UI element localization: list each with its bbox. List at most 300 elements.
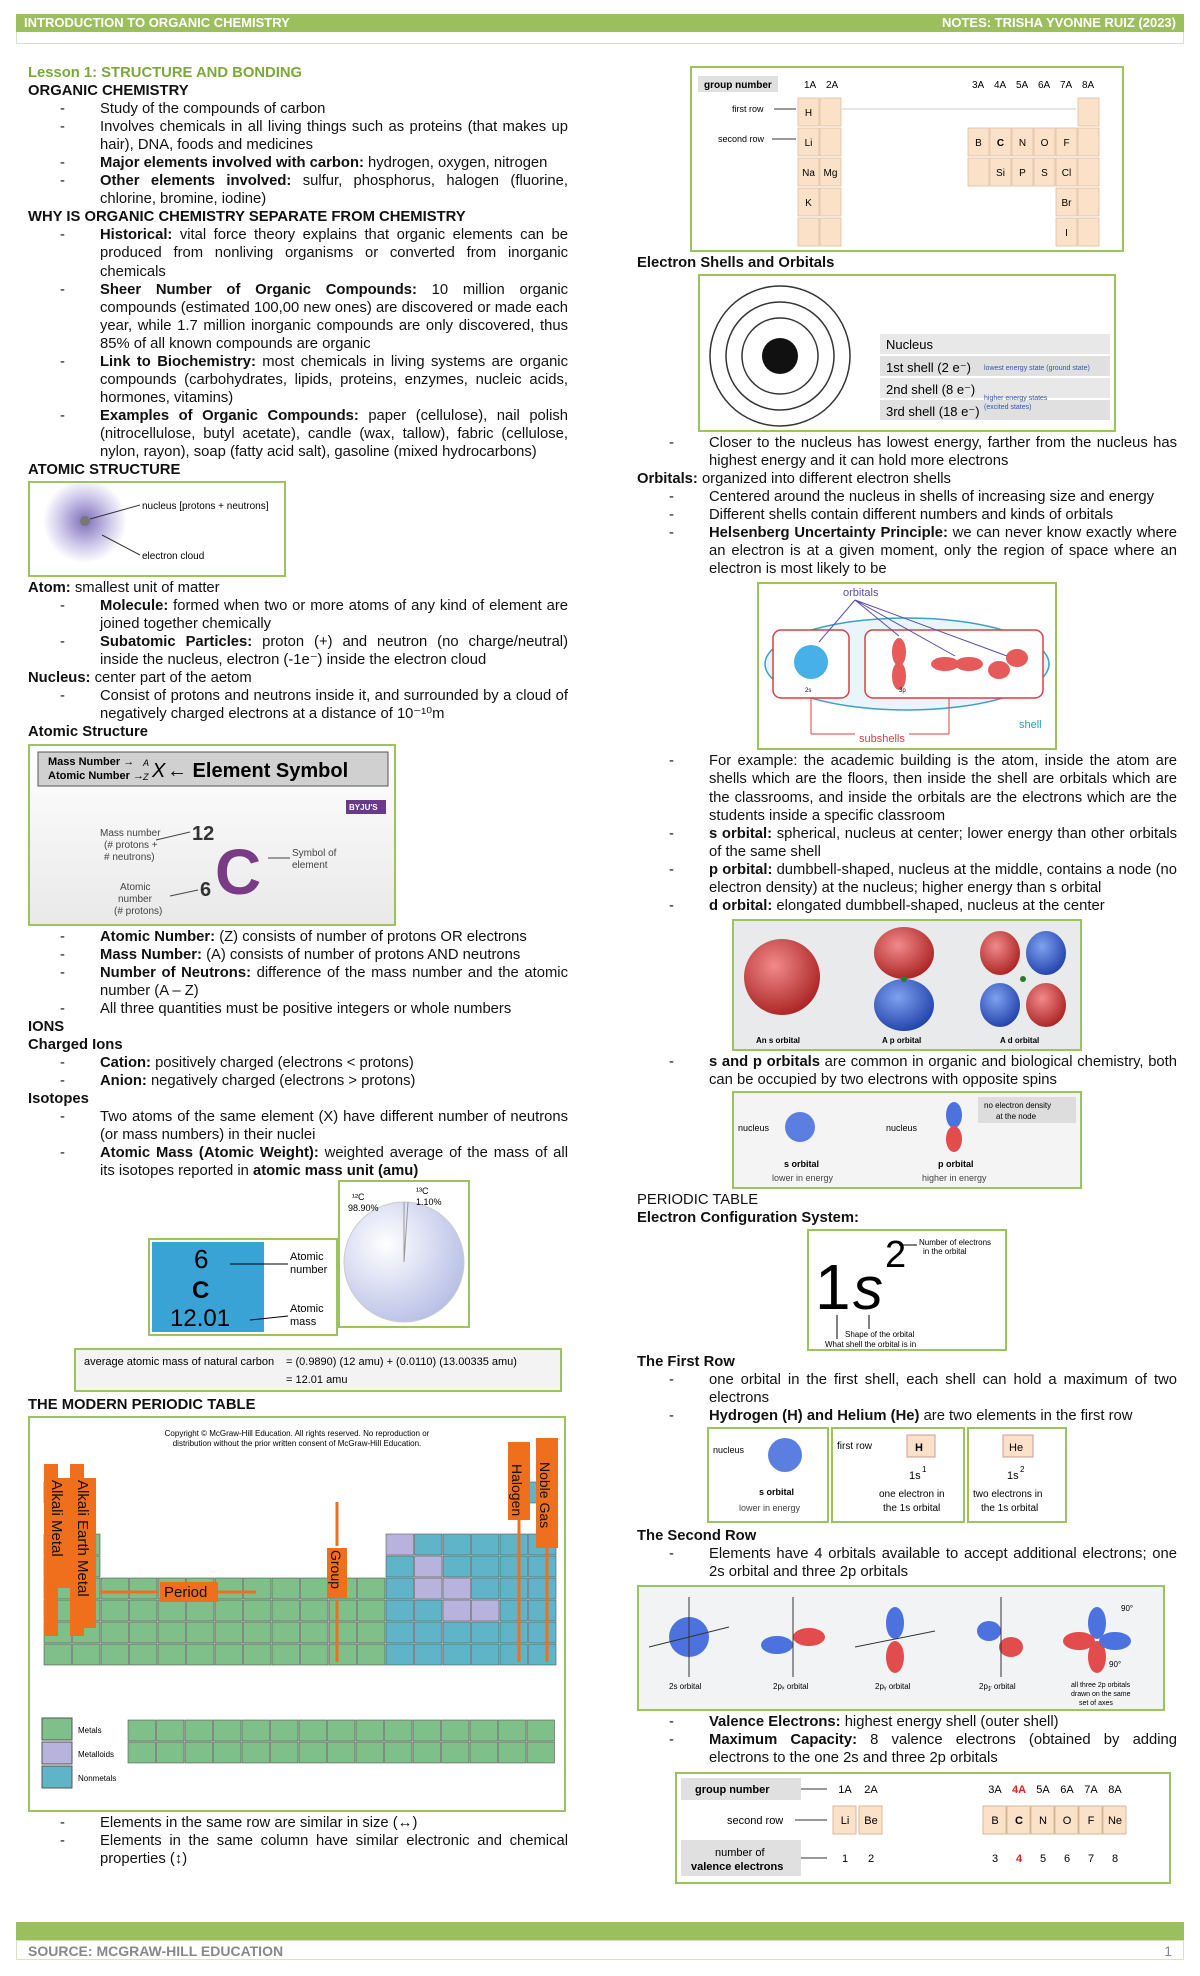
- element-cell: [157, 1720, 185, 1741]
- svg-text:group number: group number: [704, 80, 772, 91]
- element-cell: [158, 1622, 186, 1643]
- svg-text:¹²C: ¹²C: [352, 1192, 365, 1203]
- svg-text:shell: shell: [1019, 719, 1042, 732]
- atom-figure: [28, 481, 286, 577]
- element-cell: [215, 1622, 243, 1643]
- group-label: 7A: [1084, 1783, 1098, 1796]
- right-column: [637, 64, 1177, 1886]
- list-item: - Sheer Number of Organic Compounds: 10 million organic compounds (estimated 100,00 new ones) are discovered or made each year, while 1.7 million inorganic compounds are only discovered, thus 85% of all known compounds are organic: [60, 281, 568, 353]
- element-symbol-figure: [28, 744, 396, 926]
- svg-text:H: H: [915, 1442, 923, 1455]
- element-cell: [242, 1742, 270, 1763]
- svg-text:2: 2: [885, 1234, 907, 1277]
- element-cell: [413, 1742, 441, 1763]
- group-label: 2A: [864, 1783, 878, 1796]
- valence-count: 3: [991, 1852, 999, 1865]
- group-label: 3A: [988, 1783, 1002, 1796]
- section-electron-shells: Electron Shells and Orbitals: [637, 255, 835, 271]
- valence-count: 1: [841, 1852, 849, 1865]
- element-cell: [244, 1644, 272, 1665]
- element-cell: [301, 1644, 329, 1665]
- svg-text:Mass Number →: Mass Number →: [48, 755, 135, 768]
- alkali-metal-label: Alkali Metal: [48, 1480, 65, 1557]
- svg-text:12.01: 12.01: [170, 1305, 231, 1333]
- orbitals-list: [669, 488, 1177, 578]
- nucleus-dot: [80, 516, 90, 526]
- numbers-list: [60, 928, 568, 1018]
- element-cell: [798, 218, 819, 246]
- list-item: - Molecule: formed when two or more atoms of any kind of element are joined together chemically: [60, 597, 568, 633]
- second-row-list: [669, 1545, 1177, 1581]
- atom-definition: Atom: smallest unit of matter: [28, 580, 220, 597]
- svg-text:Mass number: Mass number: [100, 827, 161, 839]
- svg-text:(# protons +: (# protons +: [104, 839, 158, 851]
- header-author: NOTES: TRISHA YVONNE RUIZ (2023): [941, 15, 1176, 30]
- element-symbol: Na: [802, 168, 815, 179]
- first-row-figure: [637, 1427, 1177, 1527]
- valence-count: 7: [1087, 1852, 1095, 1865]
- svg-text:1: 1: [922, 1465, 927, 1475]
- element-cell: [472, 1556, 500, 1577]
- element-cell: [101, 1622, 129, 1643]
- element-symbol: I: [1065, 228, 1068, 239]
- svg-text:Atomic: Atomic: [120, 881, 151, 893]
- svg-text:no electron density: no electron density: [984, 1100, 1052, 1110]
- list-item: - Elements in the same row are similar in size (↔): [60, 1814, 568, 1832]
- element-symbol: Br: [1061, 198, 1072, 209]
- element-cell: [500, 1622, 528, 1643]
- element-cell: [529, 1644, 557, 1665]
- alkali-earth-metal-label: Alkali Earth Metal: [74, 1480, 91, 1597]
- element-symbol: B: [991, 1814, 999, 1827]
- nucleus-label: nucleus [protons + neutrons]: [142, 501, 269, 513]
- section-atomic-structure: ATOMIC STRUCTURE: [28, 462, 181, 479]
- valence-count: 6: [1063, 1852, 1071, 1865]
- element-cell: [187, 1644, 215, 1665]
- list-item: - Helsenberg Uncertainty Principle: we can never know exactly where an electron is at a given moment, only the region of space where an electron is most likely to be: [669, 524, 1177, 578]
- group-label: 8A: [1108, 1783, 1122, 1796]
- element-cell: [527, 1742, 555, 1763]
- svg-text:valence electrons: valence electrons: [691, 1860, 784, 1873]
- element-cell: [415, 1622, 443, 1643]
- atom-diagram: [30, 483, 284, 575]
- svg-text:lower in energy: lower in energy: [739, 1503, 801, 1514]
- svg-text:1s: 1s: [909, 1470, 921, 1483]
- svg-text:nucleus: nucleus: [738, 1122, 770, 1133]
- orbitals-definition: Orbitals: organized into different electron shells: [637, 471, 951, 488]
- svg-text:A d orbital: A d orbital: [1000, 1035, 1040, 1045]
- svg-text:X: X: [152, 759, 166, 782]
- list-item: - Cation: positively charged (electrons < protons): [60, 1054, 568, 1072]
- element-cell: [272, 1622, 300, 1643]
- svg-text:first row: first row: [732, 104, 764, 114]
- element-cell: [214, 1720, 242, 1741]
- section-atomic-structure-sub: Atomic Structure: [28, 724, 149, 741]
- header-subbar: [16, 32, 1184, 44]
- first-row-list: [669, 1371, 1177, 1425]
- svg-text:6: 6: [200, 878, 212, 901]
- element-cell: [1078, 128, 1099, 156]
- group-number-figure: [690, 66, 1124, 252]
- group-label: 5A: [1036, 1783, 1050, 1796]
- svg-text:s: s: [853, 1255, 883, 1323]
- list-item: - Two atoms of the same element (X) have different number of neutrons (or mass numbers) in their nuclei: [60, 1108, 568, 1144]
- element-cell: [820, 98, 841, 126]
- element-symbol: Be: [864, 1814, 878, 1827]
- why-list: [60, 226, 568, 461]
- list-item: - Elements have 4 orbitals available to accept additional electrons; one 2s orbital and three 2p orbitals: [669, 1545, 1177, 1581]
- svg-text:A p orbital: A p orbital: [882, 1035, 922, 1045]
- halogen-label: Halogen: [509, 1464, 525, 1517]
- svg-text:higher energy states: higher energy states: [984, 395, 1048, 403]
- svg-text:lower in energy: lower in energy: [772, 1172, 834, 1183]
- list-item: - Link to Biochemistry: most chemicals in living systems are organic compounds (carbohydrates, lipids, proteins, enzymes, nucleic acids, hormones, vitamins): [60, 353, 568, 407]
- list-item: - Closer to the nucleus has lowest energy, farther from the nucleus has highest energy and it can hold more electrons: [669, 434, 1177, 470]
- svg-text:2pᵧ orbital: 2pᵧ orbital: [875, 1682, 911, 1692]
- element-cell: [44, 1644, 72, 1665]
- element-symbol: C: [996, 138, 1005, 149]
- svg-text:Nucleus: Nucleus: [886, 337, 933, 353]
- svg-text:6: 6: [194, 1244, 209, 1275]
- svg-text:90°: 90°: [1121, 1604, 1134, 1614]
- element-cell: [386, 1534, 414, 1555]
- svg-text:mass: mass: [290, 1316, 317, 1329]
- element-cell: [820, 218, 841, 246]
- nucleus-list: [60, 687, 568, 723]
- list-item: - Consist of protons and neutrons inside it, and surrounded by a cloud of negatively charged electrons at a distance of 10⁻¹⁰m: [60, 687, 568, 723]
- element-symbol: N: [1018, 138, 1027, 149]
- svg-text:s orbital: s orbital: [784, 1158, 820, 1169]
- element-cell: [130, 1622, 158, 1643]
- shell-list: [669, 434, 1177, 470]
- element-cell: [272, 1600, 300, 1621]
- element-cell: [358, 1600, 386, 1621]
- svg-text:Symbol of: Symbol of: [292, 847, 337, 859]
- element-symbol: O: [1062, 1814, 1072, 1827]
- svg-text:distribution without the prior: distribution without the prior written consent of McGraw-Hill Education.: [172, 1439, 422, 1449]
- section-ions: IONS: [28, 1018, 65, 1035]
- element-cell: [101, 1644, 129, 1665]
- list-item: - All three quantities must be positive integers or whole numbers: [60, 1000, 568, 1018]
- section-isotopes: Isotopes: [28, 1090, 89, 1107]
- element-cell: [413, 1720, 441, 1741]
- element-cell: [328, 1720, 356, 1741]
- svg-text:= (0.9890) (12 amu) + (0.0110): = (0.9890) (12 amu) + (0.0110) (13.00335 amu): [286, 1356, 517, 1369]
- element-cell: [386, 1644, 414, 1665]
- list-item: - Historical: vital force theory explains that organic elements can be produced from nonliving organisms or converted from inorganic chemicals: [60, 226, 568, 280]
- element-cell: [529, 1578, 557, 1599]
- orbitals-figure: [757, 582, 1057, 750]
- element-cell: [499, 1720, 527, 1741]
- svg-text:2nd shell (8 e⁻): 2nd shell (8 e⁻): [886, 382, 976, 398]
- list-item: - Atomic Number: (Z) consists of number of protons OR electrons: [60, 928, 568, 946]
- element-cell: [73, 1644, 101, 1665]
- list-item: - s and p orbitals are common in organic and biological chemistry, both can be occupied by two electrons with opposite spins: [669, 1053, 1177, 1089]
- group-label: 6A: [1060, 1783, 1074, 1796]
- element-cell: [158, 1644, 186, 1665]
- element-cell: [158, 1600, 186, 1621]
- svg-text:He: He: [1009, 1442, 1024, 1455]
- section-electron-configuration: Electron Configuration System:: [637, 1209, 859, 1226]
- element-cell: [356, 1720, 384, 1741]
- element-cell: [472, 1622, 500, 1643]
- element-symbol: F: [1063, 138, 1070, 149]
- svg-text:at the node: at the node: [996, 1111, 1037, 1121]
- list-item: - s orbital: spherical, nucleus at center; lower energy than other orbitals of the same shell: [669, 825, 1177, 861]
- element-symbol-title: ← Element Symbol: [167, 759, 349, 782]
- element-cell: [358, 1622, 386, 1643]
- isotope-pie-chart: [338, 1180, 470, 1328]
- svg-text:An s orbital: An s orbital: [756, 1035, 801, 1045]
- spd-orbitals-figure: [732, 919, 1082, 1051]
- element-cell: [820, 188, 841, 216]
- svg-text:number: number: [118, 893, 152, 905]
- element-cell: [443, 1578, 471, 1599]
- svg-text:drawn on the same: drawn on the same: [1071, 1691, 1131, 1699]
- svg-text:2: 2: [1020, 1465, 1025, 1475]
- list-item: - d orbital: elongated dumbbell-shaped, nucleus at the center: [669, 897, 1177, 915]
- svg-text:90°: 90°: [1109, 1660, 1122, 1670]
- svg-text:second row: second row: [727, 1814, 784, 1827]
- element-cell: [415, 1578, 443, 1599]
- element-cell: [301, 1622, 329, 1643]
- sp-orbitals-figure: [732, 1091, 1082, 1189]
- element-cell: [443, 1534, 471, 1555]
- svg-text:1: 1: [815, 1251, 851, 1324]
- svg-text:3rd shell (18 e⁻): 3rd shell (18 e⁻): [886, 404, 980, 420]
- element-symbol: O: [1040, 138, 1049, 149]
- element-symbol: S: [1041, 168, 1048, 179]
- periodic-table: [30, 1418, 564, 1810]
- valence-count: 4: [1015, 1852, 1023, 1865]
- svg-text:5A: 5A: [1016, 80, 1029, 91]
- ions-list: [60, 1054, 568, 1090]
- periodic-table-figure: [28, 1416, 566, 1812]
- element-cell: [215, 1578, 243, 1599]
- valence-count: 5: [1039, 1852, 1047, 1865]
- element-cell: [415, 1600, 443, 1621]
- element-cell: [1078, 218, 1099, 246]
- element-cell: [185, 1720, 213, 1741]
- footer-source: SOURCE: MCGRAW-HILL EDUCATION: [28, 1943, 284, 1959]
- svg-text:What shell the orbital is in: What shell the orbital is in: [825, 1340, 917, 1350]
- svg-text:set of axes: set of axes: [1079, 1700, 1113, 1708]
- element-cell: [157, 1742, 185, 1763]
- element-cell: [242, 1720, 270, 1741]
- page-number: 1: [1164, 1943, 1172, 1959]
- lesson-title: Lesson 1: STRUCTURE AND BONDING: [28, 65, 303, 81]
- carbon-mass-figure: [28, 1180, 568, 1396]
- svg-text:¹³C: ¹³C: [416, 1186, 429, 1197]
- svg-text:Z: Z: [143, 771, 149, 782]
- periodic-table-list: [60, 1814, 568, 1868]
- element-cell: [130, 1600, 158, 1621]
- element-cell: [301, 1578, 329, 1599]
- svg-text:4A: 4A: [994, 80, 1007, 91]
- element-cell: [386, 1622, 414, 1643]
- element-cell: [385, 1720, 413, 1741]
- element-cell: [386, 1578, 414, 1599]
- svg-text:Atomic: Atomic: [290, 1251, 324, 1264]
- element-cell: [130, 1644, 158, 1665]
- svg-text:C: C: [192, 1277, 210, 1305]
- electron-shells-figure: [698, 274, 1116, 432]
- element-symbol: H: [804, 108, 813, 119]
- list-item: - Atomic Mass (Atomic Weight): weighted average of the mass of all its isotopes reported in atomic mass unit (amu): [60, 1144, 568, 1180]
- element-cell: [101, 1578, 129, 1599]
- svg-text:A: A: [143, 757, 150, 768]
- element-cell: [299, 1742, 327, 1763]
- element-cell: [272, 1644, 300, 1665]
- element-cell: [529, 1556, 557, 1577]
- svg-text:3A: 3A: [972, 80, 985, 91]
- element-cell: [187, 1600, 215, 1621]
- element-symbol: Mg: [823, 168, 838, 179]
- element-cell: [499, 1742, 527, 1763]
- svg-text:2s: 2s: [805, 688, 812, 695]
- svg-text:Atomic Number →: Atomic Number →: [48, 769, 144, 782]
- element-symbol: N: [1039, 1814, 1047, 1827]
- list-item: - p orbital: dumbbell-shaped, nucleus at the middle, contains a node (no electron density) at the nucleus; higher energy than s orbital: [669, 861, 1177, 897]
- svg-text:orbitals: orbitals: [843, 587, 879, 600]
- element-cell: [328, 1742, 356, 1763]
- list-item: - Subatomic Particles: proton (+) and neutron (no charge/neutral) inside the nucleus, electron (-1e⁻) inside the electron cloud: [60, 633, 568, 669]
- svg-text:(excited states): (excited states): [984, 404, 1032, 412]
- svg-text:8A: 8A: [1082, 80, 1095, 91]
- element-cell: [356, 1742, 384, 1763]
- svg-text:second row: second row: [718, 134, 765, 144]
- svg-text:Atomic: Atomic: [290, 1303, 324, 1316]
- element-cell: [215, 1600, 243, 1621]
- section-modern-periodic-table: THE MODERN PERIODIC TABLE: [28, 1397, 256, 1414]
- nucleus-definition: Nucleus: center part of the aetom: [28, 670, 252, 687]
- element-cell: [385, 1742, 413, 1763]
- element-symbol: Si: [996, 168, 1005, 179]
- footer-bar: [16, 1922, 1184, 1940]
- svg-text:number: number: [290, 1264, 328, 1277]
- svg-text:3p: 3p: [899, 688, 906, 695]
- svg-text:2A: 2A: [826, 80, 839, 91]
- element-symbol: Li: [840, 1814, 850, 1827]
- element-cell: [1078, 188, 1099, 216]
- element-cell: [443, 1622, 471, 1643]
- element-symbol: Cl: [1061, 168, 1072, 179]
- element-cell: [415, 1644, 443, 1665]
- element-cell: [472, 1644, 500, 1665]
- element-cell: [101, 1600, 129, 1621]
- element-symbol: B: [975, 138, 982, 149]
- element-cell: [386, 1600, 414, 1621]
- list-item: - Elements in the same column have similar electronic and chemical properties (↕): [60, 1832, 568, 1868]
- element-cell: [529, 1600, 557, 1621]
- p-orbitals-figure: [637, 1585, 1165, 1711]
- section-second-row: The Second Row: [637, 1528, 757, 1545]
- svg-text:1.10%: 1.10%: [416, 1197, 442, 1208]
- element-symbol: Ne: [1107, 1814, 1123, 1827]
- list-item: - Examples of Organic Compounds: paper (cellulose), nail polish (nitrocellulose, butyl acetate), candle (wax, tallow), fabric (cellulose, nylon, rayon), soap (fatty acid salt), gasoline (mixed hydrocarbons): [60, 407, 568, 461]
- element-cell: [442, 1720, 470, 1741]
- element-cell: [1078, 158, 1099, 186]
- svg-text:Copyright © McGraw-Hill Educat: Copyright © McGraw-Hill Education. All rights reserved. No reproduction or: [164, 1429, 430, 1439]
- element-cell: [500, 1534, 528, 1555]
- header-bar: [16, 14, 1184, 32]
- element-cell: [527, 1720, 555, 1741]
- svg-text:higher in energy: higher in energy: [922, 1172, 987, 1183]
- list-item: - Other elements involved: sulfur, phosphorus, halogen (fluorine, chlorine, bromine, iodine): [60, 172, 568, 208]
- svg-text:Number of electrons: Number of electrons: [919, 1238, 992, 1248]
- svg-text:all three 2p orbitals: all three 2p orbitals: [1071, 1682, 1131, 1690]
- element-symbol: F: [1087, 1814, 1095, 1827]
- element-cell: [500, 1556, 528, 1577]
- header-title: INTRODUCTION TO ORGANIC CHEMISTRY: [24, 15, 290, 30]
- element-cell: [301, 1600, 329, 1621]
- element-cell: [500, 1578, 528, 1599]
- list-item: - For example: the academic building is the atom, inside the atom are shells which are the floors, then inside the shell are orbitals which are the classrooms, and inside the orbitals are the electrons which are the students inside a specific classroom: [669, 752, 1177, 824]
- group-label: 4A: [1011, 1783, 1027, 1796]
- list-item: - Anion: negatively charged (electrons > protons): [60, 1072, 568, 1090]
- group-label: 1A: [838, 1783, 852, 1796]
- element-cell: [272, 1578, 300, 1599]
- svg-text:number of: number of: [715, 1846, 765, 1859]
- list-item: - Number of Neutrons: difference of the mass number and the atomic number (A – Z): [60, 964, 568, 1000]
- element-cell: [244, 1578, 272, 1599]
- sp-list: [669, 1053, 1177, 1089]
- svg-text:12: 12: [192, 822, 215, 845]
- svg-text:two electrons in: two electrons in: [973, 1489, 1043, 1501]
- element-cell: [215, 1644, 243, 1665]
- element-cell: [130, 1578, 158, 1599]
- svg-text:1st shell (2 e⁻): 1st shell (2 e⁻): [886, 360, 971, 376]
- element-symbol: P: [1019, 168, 1026, 179]
- svg-text:2p𝓏 orbital: 2p𝓏 orbital: [979, 1682, 1016, 1692]
- svg-text:6A: 6A: [1038, 80, 1051, 91]
- svg-text:lowest energy state (ground st: lowest energy state (ground state): [984, 365, 1090, 373]
- svg-text:subshells: subshells: [859, 733, 905, 746]
- element-cell: [128, 1720, 156, 1741]
- carbon-symbol: C: [215, 835, 262, 908]
- valence-count: 2: [867, 1852, 875, 1865]
- element-cell: [244, 1600, 272, 1621]
- element-cell: [470, 1742, 498, 1763]
- svg-text:2s orbital: 2s orbital: [669, 1682, 702, 1692]
- group-label: Group: [328, 1550, 344, 1590]
- element-cell: [271, 1720, 299, 1741]
- element-cell: [443, 1600, 471, 1621]
- noble-gas-label: Noble Gas: [537, 1462, 553, 1529]
- svg-text:98.90%: 98.90%: [348, 1203, 379, 1214]
- svg-text:first row: first row: [837, 1441, 872, 1453]
- list-item: - Major elements involved with carbon: hydrogen, oxygen, nitrogen: [60, 154, 568, 172]
- svg-text:Metals: Metals: [78, 1726, 102, 1736]
- svg-text:nucleus: nucleus: [713, 1445, 745, 1456]
- element-cell: [244, 1622, 272, 1643]
- element-cell: [185, 1742, 213, 1763]
- svg-text:one electron in: one electron in: [879, 1489, 945, 1501]
- svg-text:element: element: [292, 859, 328, 871]
- section-first-row: The First Row: [637, 1354, 735, 1371]
- element-cell: [329, 1622, 357, 1643]
- element-cell: [329, 1600, 357, 1621]
- period-label: Period: [164, 1584, 208, 1602]
- svg-text:s orbital: s orbital: [759, 1487, 795, 1498]
- element-cell: [358, 1644, 386, 1665]
- section-why-organic: WHY IS ORGANIC CHEMISTRY SEPARATE FROM CHEMISTRY: [28, 209, 466, 226]
- svg-text:7A: 7A: [1060, 80, 1073, 91]
- svg-text:= 12.01 amu: = 12.01 amu: [286, 1374, 348, 1387]
- element-symbol: Li: [804, 138, 813, 149]
- element-symbol: K: [805, 198, 812, 209]
- element-cell: [128, 1742, 156, 1763]
